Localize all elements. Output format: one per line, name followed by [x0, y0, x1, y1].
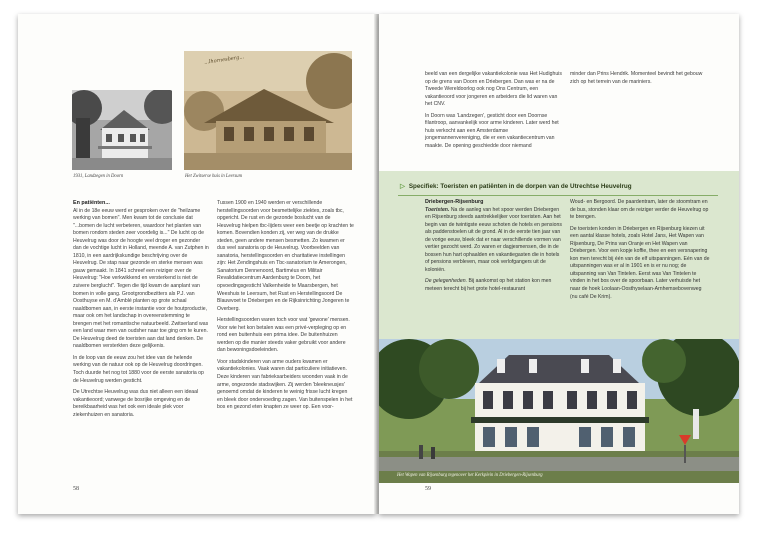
paragraph: Voor stadskinderen van arme ouders kwamen er vakantiekolonies. Vaak waren dat particuliere initiatieven. Deze kinderen van fabrieksarbeiders woonden vaak in de arme, ongezonde stadswijken. Zij werden 'bleekneusjes' genoemd omdat de kinderen te weinig frisse lucht kregen en bleek door ondervoeding zagen. Van buitenspelen in het bos en gezond eten knapten ze weer op. Een voor- — [217, 358, 353, 411]
paragraph: Woud- en Bergoord. De paardentram, later de stoomtram en de bus, stonden klaar om de reiziger verder de Heuvelrug op te brengen. — [570, 199, 709, 221]
paragraph: In de loop van de eeuw zou het idee van de helende werking van de natuur ook op de Heuvelrug doordringen. Toch duurde het nog tot 1880 voor de eerste sanatoria op de Heuvelrug werden gesticht. — [73, 354, 204, 384]
photo-handwriting: ...lhornesberg... — [203, 54, 245, 66]
paragraph: De gelegenheden. Bij aankomst op het station kon men meteen terecht bij het grote hotel-restaurant — [425, 278, 552, 293]
page-number-left: 58 — [73, 486, 79, 492]
section-heading: En patiënten... — [73, 200, 110, 206]
box-title — [400, 183, 632, 190]
photo-landzegen — [72, 90, 172, 170]
box-title-text: Specifiek: Toeristen en patiënten in de dorpen van de Utrechtse Heuvelrug — [408, 183, 632, 190]
paragraph: Al in de 18e eeuw werd er gesproken over de "heilzame werking van bomen". Men kwam tot de conclusie dat "...bomen de lucht verbeteren, waardoor het planten van bomen rondom steden zeer voordelig is..." De lucht op de Heuvelrug was door de hoogte veel droger en gezonder dan de vochtige lucht in Holland, meende A. van Zutphen in 1810, in een aardrijkskundige beschrijving over de Heuvelrug. De stap naar gezonde en sterke mensen was gauw gemaakt. In 1841 schreef een reiziger over de Heuvelrug: "Hoe verkwikkend en versterkend is niet de zuivere berglucht". Tegen die tijd kwam de aanplant van bomen in volle gang. Grootgrondbezitters als P.J. van Oosthuyse en M. d'Amblé planten op grote schaal naaldbomen aan, in eerste instantie voor de houtproductie, maar ook om het landschap in overeenstemming te brengen met het romantische natuurbeeld. Zwitserland was een land waar men van oudsher naar toe ging om te kuren. De Heuvelrug deed de toeristen aan dat land denken. De naaldbomen versterkten deze gelijkenis. — [73, 207, 209, 350]
book-spread — [18, 14, 740, 520]
caption-landzegen: 1931, Landzegen in Doorn — [73, 174, 124, 179]
paragraph: De toeristen konden in Driebergen en Rijsenburg kiezen uit een aantal klasse hotels, zoals Hotel Jans, Het Wapen van Rijsenburg, De Prins van Oranje en Het Wapen van Driebergen. Voor een kopje koffie, thee en een versnapering kon men terecht bij één van de elf uitspanningen. Eén van de uitspanningen was er al in 1901 en is er nu nog; de uitspanning van Van Tintelen. Eerst was Van Tintelen te vinden in het bos over de spoorbaan. Later verhuisde het naar de hoek Loolaan-Oosthyselaan-Arnhemsebovenweg (nu café De Krim). — [570, 225, 710, 300]
right-page-column-1 — [425, 71, 565, 154]
paragraph: minder dan Prins Hendrik. Momenteel bevindt het gebouw zich op het terrein van de mariniers. — [570, 71, 703, 85]
paragraph-lead: Toeristen. — [425, 206, 450, 213]
left-page-column-1 — [73, 200, 210, 423]
paragraph: Toeristen. Na de aanleg van het spoor werden Driebergen en Rijsenburg steeds aantrekkelijker voor toeristen. Aan het begin van de twintigste eeuw schoten de hotels en pensions als paddenstoelen uit de grond. Al in de eerste tien jaar van de vorige eeuw, bleek dat er naar verschillende vormen van vertier gezocht werd. Zo waren er dagjesmensen, die in de bossen hun hart ophaalden en vakantiegasten die in hotels of pensions verbleven, maar ook verlofgangers uit de kolonién. — [425, 206, 562, 273]
photo-wapen-van-rijsenburg — [379, 339, 739, 483]
box-column-2 — [570, 199, 710, 305]
arrow-right-icon: ▷ — [400, 183, 405, 190]
paragraph: Tussen 1900 en 1940 werden er verschillende herstellingsoorden voor besmettelijke ziektes, zoals tbc, opgericht. De rust en de gezonde boslucht van de Heuvelrug hielpen tbc-lijders weer een beetje op krachten te komen. Bovendien konden zij, ver weg van de drukke steden, geen andere mensen besmetten. Zo kwamen er dus veel sanatoria op de Heuvelrug. Voorbeelden van sanatoria, herstellingsoorden en charitatieve instellingen zijn: Het Zendingshuis en Tbc-sanatorium te Amerongen, Sanatorium Dennenoord, Bartiméus en Militair Revalidatiecentrum Aardenburg te Doorn, het opvoedingsgesticht Valkenheide te Maarsbergen, het Weeshuis te Leersum, het Rust en Herstellingsoord De Blauwvoet te Driebergen en de Rijksinrichting Jongeren te Overberg. — [217, 200, 354, 312]
box-subheading: Driebergen-Rijsenburg — [425, 199, 484, 205]
paragraph: In Doorn was 'Landzegen', gesticht door een Doornse filantroop, aanvankelijk voor arme kinderen. Later werd het huis verkocht aan een Amsterdamse jongemannenvereniging, die er een vakantiecentrum van maakte. De opening geschiedde door niemand — [425, 112, 559, 149]
paragraph-lead: De gelegenheden. — [425, 278, 468, 285]
right-page-column-2 — [570, 71, 710, 90]
box-column-1 — [425, 199, 565, 298]
left-page — [18, 14, 376, 514]
box-divider — [398, 195, 718, 196]
paragraph: Herstellingsoorden waren toch voor wat 'gewone' mensen. Voor wie het kon betalen was een privé-verpleging op en rond een buitenhuis een prima idee. De buitenhuizen werden op die manier steeds vaker gebruikt voor andere dan bewoningsdoeleinden. — [217, 317, 350, 354]
page-number-right: 59 — [425, 486, 431, 492]
caption-wapen-van-rijsenburg: Het Wapen van Rijsenburg tegenover het Kerkplein in Driebergen-Rijsenburg — [397, 473, 543, 478]
photo-zwitserse-huis — [184, 51, 352, 170]
paragraph: De Utrechtse Heuvelrug was dus niet alleen een ideaal vakantieoord; vanwege de bosrijke omgeving en de bereikbaarheid was het ook een ideale plek voor ziekenhuizen en sanatoria. — [73, 389, 199, 418]
left-page-column-2 — [217, 200, 354, 416]
paragraph: beeld van een dergelijke vakantiekolonie was Het Hudighuis op de grens van Doorn en Driebergen. Dan was er na de Tweede Wereldoorlog ook nog Ons Centrum, een vakantieoord voor jongeren en arbeiders die lid waren van het CNV. — [425, 71, 562, 108]
caption-zwitserse-huis: Het Zwitserse huis in Leersum — [185, 174, 243, 179]
